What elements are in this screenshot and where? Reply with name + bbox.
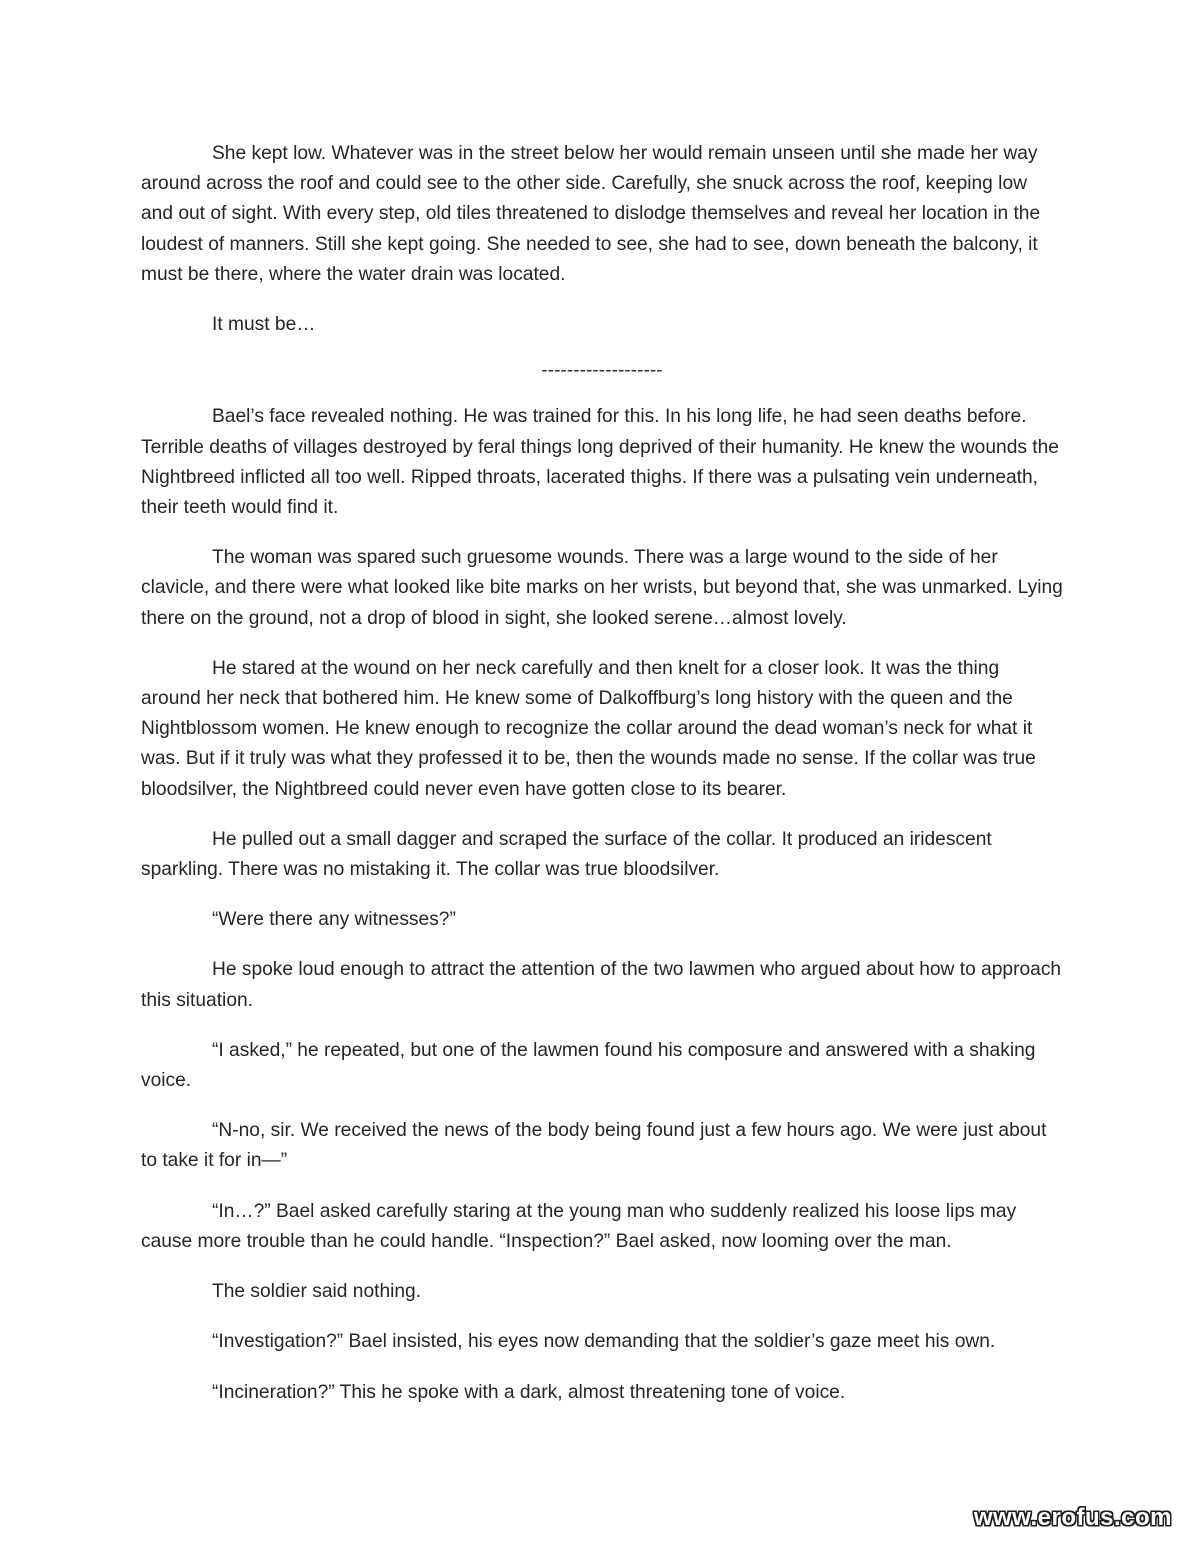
paragraph: She kept low. Whatever was in the street below her would remain unseen until she made her way around across the roof and could see to the other side. Carefully, she snuck across the roof, keeping low and out of sight. With every step, old tiles threatened to dislodge themselves and reveal her location in the loudest of manners. Still she kept going. She needed to see, she had to see, down beneath the balcony, it must be there, where the water drain was located. [141, 143, 1041, 285]
scene-break: ------------------- [541, 360, 663, 382]
paragraph: Bael’s face revealed nothing. He was trained for this. In his long life, he had seen deaths before. Terrible deaths of villages destroyed by feral things long deprived of their humanity. He knew the wounds the Nightbreed inflicted all too well. Ripped throats, lacerated thighs. If there was a pulsating vein underneath, their teeth would find it. [141, 406, 1059, 519]
paragraph: The woman was spared such gruesome wounds. There was a large wound to the side of her clavicle, and there were what looked like bite marks on her wrists, but beyond that, she was unmarked. Lying there on the ground, not a drop of blood in sight, she looked serene…almost lovely. [141, 547, 1063, 629]
paragraph: The soldier said nothing. [212, 1281, 422, 1303]
paragraph: “Investigation?” Bael insisted, his eyes now demanding that the soldier’s gaze meet his own. [212, 1331, 996, 1353]
paragraph: “N-no, sir. We received the news of the body being found just a few hours ago. We were just about to take it for in—” [141, 1120, 1047, 1172]
site-watermark: www.erofus.com [973, 1504, 1172, 1531]
paragraph: “Were there any witnesses?” [212, 909, 456, 931]
paragraph: It must be… [212, 314, 316, 336]
paragraph: “I asked,” he repeated, but one of the lawmen found his composure and answered with a shaking voice. [141, 1039, 1036, 1092]
paragraph: He stared at the wound on her neck carefully and then knelt for a closer look. It was the thing around her neck that bothered him. He knew some of Dalkoffburg’s long history with the queen and the Nightblossom women. He knew enough to recognize the collar around the dead woman’s neck for what it was. But if it truly was what they professed it to be, then the wounds made no sense. If the collar was true bloodsilver, the Nightbreed could never even have gotten close to its bearer. [141, 657, 1036, 800]
paragraph: “Incineration?” This he spoke with a dark, almost threatening tone of voice. [212, 1381, 846, 1403]
paragraph: He pulled out a small dagger and scraped the surface of the collar. It produced an iridescent sparkling. There was no mistaking it. The collar was true bloodsilver. [141, 828, 992, 881]
paragraph: “In…?” Bael asked carefully staring at the young man who suddenly realized his loose lips may cause more trouble than he could handle. “Inspection?” Bael asked, now looming over the man. [141, 1200, 1017, 1252]
paragraph: He spoke loud enough to attract the attention of the two lawmen who argued about how to approach this situation. [141, 959, 1062, 1011]
text-column [141, 139, 1063, 1428]
